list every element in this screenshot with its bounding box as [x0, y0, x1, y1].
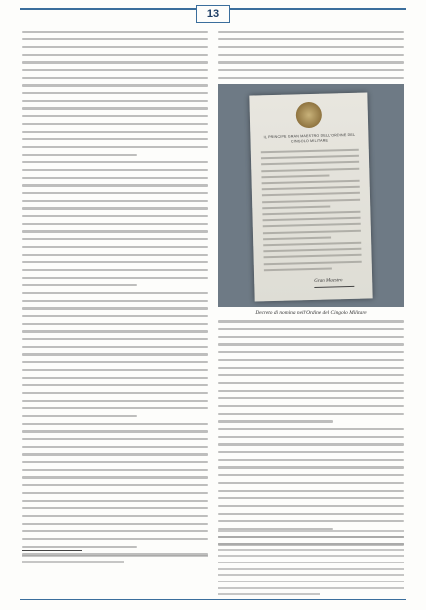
- decree-text-line: [261, 149, 359, 154]
- text-line: [218, 510, 404, 518]
- decree-text-line: [262, 186, 360, 191]
- text-line: [218, 372, 404, 380]
- text-line: [22, 251, 208, 259]
- text-line: [22, 43, 208, 51]
- text-line: [22, 66, 208, 74]
- text-line: [218, 449, 404, 457]
- decree-text-line: [264, 260, 362, 265]
- decree-text-line: [261, 167, 359, 172]
- text-line: [218, 464, 404, 472]
- text-line: [218, 326, 404, 334]
- text-line: [22, 159, 208, 167]
- right-column-bottom-text: [218, 318, 404, 549]
- text-line: [22, 382, 208, 390]
- text-line: [218, 479, 404, 487]
- decree-text-line: [263, 236, 331, 240]
- text-line: [22, 343, 208, 351]
- footnote-line: [218, 591, 404, 597]
- text-line: [22, 259, 208, 267]
- text-line: [218, 395, 404, 403]
- text-line: [22, 136, 208, 144]
- text-line: [22, 397, 208, 405]
- text-line: [218, 410, 404, 418]
- decree-text-line: [261, 161, 359, 166]
- text-line: [22, 336, 208, 344]
- decree-text-line: [262, 180, 360, 185]
- footnotes-left: [22, 550, 208, 566]
- figure-caption: Decreto di nomina nell'Ordine del Cingolo Militare: [255, 309, 367, 316]
- text-line: [22, 451, 208, 459]
- text-line: [22, 105, 208, 113]
- text-line: [22, 74, 208, 82]
- footer-rule: [20, 599, 406, 600]
- decree-signature: Gran Maestro: [314, 277, 354, 288]
- decree-text-line: [261, 155, 359, 160]
- decree-photo: [218, 84, 404, 307]
- text-line: [22, 220, 208, 228]
- decree-text-line: [262, 205, 330, 209]
- text-line: [218, 349, 404, 357]
- text-line: [218, 74, 404, 82]
- text-line: [22, 151, 208, 159]
- text-line: [22, 459, 208, 467]
- text-line: [22, 389, 208, 397]
- text-line: [22, 535, 208, 543]
- text-line: [22, 143, 208, 151]
- text-line: [22, 366, 208, 374]
- text-line: [22, 528, 208, 536]
- text-line: [218, 379, 404, 387]
- text-line: [22, 205, 208, 213]
- text-line: [22, 497, 208, 505]
- decree-text-line: [262, 198, 360, 203]
- text-line: [22, 289, 208, 297]
- text-line: [22, 174, 208, 182]
- text-line: [22, 166, 208, 174]
- text-line: [218, 59, 404, 67]
- text-line: [218, 28, 404, 36]
- text-line: [22, 320, 208, 328]
- text-line: [22, 59, 208, 67]
- decree-text-line: [263, 229, 361, 234]
- text-line: [22, 82, 208, 90]
- decree-text-line: [263, 242, 361, 247]
- decree-document: [249, 92, 372, 301]
- text-line: [218, 495, 404, 503]
- footnotes-right: [218, 528, 404, 597]
- decree-heading: IL PRINCIPE GRAN MAESTRO DELL'ORDINE DEL CINGOLO MILITARE: [263, 132, 356, 144]
- text-line: [218, 333, 404, 341]
- text-line: [22, 359, 208, 367]
- text-line: [22, 36, 208, 44]
- text-line: [22, 120, 208, 128]
- text-line: [22, 435, 208, 443]
- text-line: [22, 312, 208, 320]
- text-line: [218, 472, 404, 480]
- text-line: [22, 282, 208, 290]
- left-column: [22, 28, 208, 558]
- text-line: [218, 418, 404, 426]
- text-line: [22, 328, 208, 336]
- decree-text-line: [264, 254, 362, 259]
- decree-text-line: [263, 248, 361, 253]
- text-line: [22, 274, 208, 282]
- footnote-line: [22, 559, 208, 565]
- text-line: [22, 90, 208, 98]
- decree-text-line: [263, 223, 361, 228]
- text-line: [22, 297, 208, 305]
- right-column-top-text: [218, 28, 404, 82]
- text-line: [22, 505, 208, 513]
- text-line: [218, 364, 404, 372]
- text-line: [22, 236, 208, 244]
- text-line: [22, 351, 208, 359]
- text-line: [218, 487, 404, 495]
- text-line: [218, 356, 404, 364]
- text-line: [218, 341, 404, 349]
- text-line: [218, 502, 404, 510]
- decree-text-line: [262, 211, 360, 216]
- text-line: [22, 97, 208, 105]
- text-line: [22, 420, 208, 428]
- decree-text-line: [263, 217, 361, 222]
- text-line: [22, 512, 208, 520]
- decree-text-line: [264, 267, 332, 271]
- text-line: [22, 412, 208, 420]
- text-line: [218, 433, 404, 441]
- text-line: [218, 318, 404, 326]
- text-line: [218, 456, 404, 464]
- page-number: 13: [196, 5, 230, 23]
- text-line: [22, 482, 208, 490]
- text-line: [22, 51, 208, 59]
- seal-icon: [296, 102, 323, 129]
- text-line: [218, 425, 404, 433]
- text-line: [22, 405, 208, 413]
- text-line: [22, 228, 208, 236]
- text-line: [218, 43, 404, 51]
- text-line: [22, 428, 208, 436]
- decree-text-line: [261, 174, 329, 178]
- text-line: [22, 305, 208, 313]
- text-line: [22, 189, 208, 197]
- text-line: [22, 197, 208, 205]
- right-column: [218, 28, 404, 548]
- text-line: [218, 51, 404, 59]
- text-line: [22, 128, 208, 136]
- text-line: [218, 66, 404, 74]
- text-line: [22, 213, 208, 221]
- text-line: [22, 182, 208, 190]
- text-line: [22, 28, 208, 36]
- text-line: [22, 443, 208, 451]
- text-line: [218, 402, 404, 410]
- footnote-rule: [22, 550, 82, 551]
- text-line: [22, 520, 208, 528]
- text-line: [22, 266, 208, 274]
- text-line: [22, 489, 208, 497]
- text-line: [22, 474, 208, 482]
- decree-text-line: [262, 192, 360, 197]
- text-line: [218, 441, 404, 449]
- text-line: [22, 374, 208, 382]
- text-line: [218, 387, 404, 395]
- text-line: [22, 113, 208, 121]
- text-line: [218, 36, 404, 44]
- text-line: [22, 243, 208, 251]
- text-line: [218, 518, 404, 526]
- text-line: [22, 466, 208, 474]
